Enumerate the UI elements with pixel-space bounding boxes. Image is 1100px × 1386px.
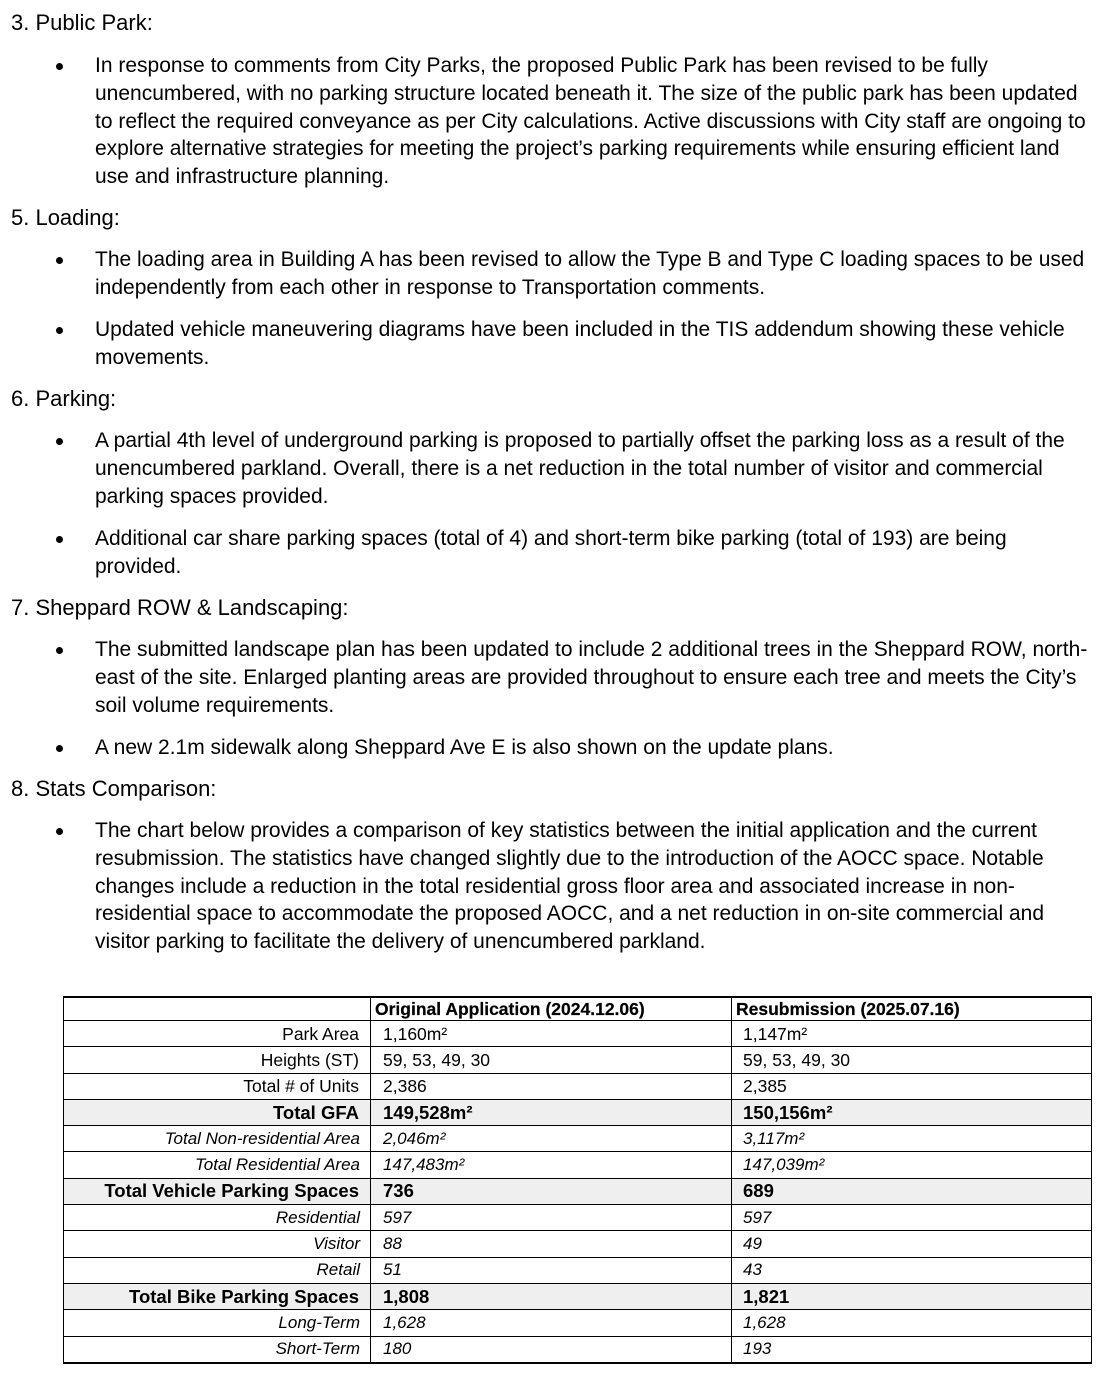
original-value: 2,046m² — [371, 1126, 732, 1152]
original-value: 597 — [371, 1205, 732, 1231]
heading-parking: 6. Parking: — [11, 386, 117, 411]
heading-public-park: 3. Public Park: — [11, 10, 153, 35]
row-short-term-bike — [64, 1336, 1092, 1363]
row-label: Total Vehicle Parking Spaces — [64, 1178, 371, 1204]
row-label: Visitor — [64, 1231, 371, 1257]
row-label: Long-Term — [64, 1310, 371, 1336]
table-header-row — [64, 997, 1092, 1021]
heading-sheppard-row: 7. Sheppard ROW & Landscaping: — [11, 595, 349, 620]
resubmission-value: 1,628 — [732, 1310, 1092, 1336]
resubmission-value: 1,821 — [732, 1283, 1092, 1309]
bullet-text: The loading area in Building A has been revised to allow the Type B and Type C loading spaces to be used independently from each other in response to Transportation comments. — [95, 248, 1085, 299]
resubmission-value: 689 — [732, 1178, 1092, 1204]
bullet-dot-icon — [56, 536, 63, 543]
bullet-text: A partial 4th level of underground parking is proposed to partially offset the parking loss as a result of the unencumbered parkland. Overall, there is a net reduction in the total number of visitor and commercial parking spaces provided. — [95, 429, 1065, 508]
bullet-dot-icon — [56, 438, 63, 445]
bullet-text: In response to comments from City Parks, the proposed Public Park has been revised to be fully unencumbered, with no parking structure located beneath it. The size of the public park has been updated to reflect the required conveyance as per City calculations. Active discussions with City staff are ongoing to explore alternative strategies for meeting the project’s parking requirements while ensuring efficient land use and infrastructure planning. — [95, 54, 1086, 189]
row-park-area — [64, 1021, 1092, 1047]
bullet-dot-icon — [56, 647, 63, 654]
resubmission-value: 1,147m² — [732, 1021, 1092, 1047]
original-value: 2,386 — [371, 1073, 732, 1099]
resubmission-value: 150,156m² — [732, 1099, 1092, 1125]
row-long-term-bike — [64, 1310, 1092, 1336]
bullet-dot-icon — [56, 257, 63, 264]
header-resubmission: Resubmission (2025.07.16) — [732, 997, 1092, 1021]
row-retail-parking — [64, 1257, 1092, 1283]
original-value: 736 — [371, 1178, 732, 1204]
resubmission-value: 49 — [732, 1231, 1092, 1257]
row-residential-parking — [64, 1205, 1092, 1231]
bullet-text: Updated vehicle maneuvering diagrams have been included in the TIS addendum showing these vehicle movements. — [95, 318, 1065, 369]
original-value: 1,160m² — [371, 1021, 732, 1047]
resubmission-value: 597 — [732, 1205, 1092, 1231]
bullet-dot-icon — [56, 327, 63, 334]
resubmission-value: 3,117m² — [732, 1126, 1092, 1152]
row-non-residential-area — [64, 1126, 1092, 1152]
row-heights — [64, 1047, 1092, 1073]
header-label-cell — [64, 997, 371, 1021]
original-value: 51 — [371, 1257, 732, 1283]
row-total-vehicle-parking — [64, 1178, 1092, 1204]
row-label: Residential — [64, 1205, 371, 1231]
row-total-units — [64, 1073, 1092, 1099]
bullet-dot-icon — [56, 745, 63, 752]
original-value: 88 — [371, 1231, 732, 1257]
resubmission-value: 59, 53, 49, 30 — [732, 1047, 1092, 1073]
stats-comparison-table — [63, 996, 1092, 1364]
row-total-bike-parking — [64, 1283, 1092, 1309]
row-total-gfa — [64, 1099, 1092, 1125]
row-label: Short-Term — [64, 1336, 371, 1363]
bullet-dot-icon — [56, 63, 63, 70]
resubmission-value: 193 — [732, 1336, 1092, 1363]
original-value: 1,808 — [371, 1283, 732, 1309]
row-label: Total Residential Area — [64, 1152, 371, 1178]
original-value: 149,528m² — [371, 1099, 732, 1125]
original-value: 59, 53, 49, 30 — [371, 1047, 732, 1073]
row-label: Heights (ST) — [64, 1047, 371, 1073]
row-visitor-parking — [64, 1231, 1092, 1257]
row-label: Park Area — [64, 1021, 371, 1047]
bullet-text: The chart below provides a comparison of key statistics between the initial application and the current resubmission. The statistics have changed slightly due to the introduction of the AOCC space. Notable changes include a reduction in the total residential gross floor area and associated increase in non-residential space to accommodate the proposed AOCC, and a net reduction in on-site commercial and visitor parking to facilitate the delivery of unencumbered parkland. — [95, 819, 1045, 954]
resubmission-value: 147,039m² — [732, 1152, 1092, 1178]
bullet-text: Additional car share parking spaces (total of 4) and short-term bike parking (total of 193) are being provided. — [95, 527, 1007, 578]
resubmission-value: 43 — [732, 1257, 1092, 1283]
row-label: Total Bike Parking Spaces — [64, 1283, 371, 1309]
heading-stats-comparison: 8. Stats Comparison: — [11, 776, 217, 801]
original-value: 147,483m² — [371, 1152, 732, 1178]
bullet-dot-icon — [56, 828, 63, 835]
original-value: 180 — [371, 1336, 732, 1363]
row-label: Total # of Units — [64, 1073, 371, 1099]
row-residential-area — [64, 1152, 1092, 1178]
heading-loading: 5. Loading: — [11, 205, 120, 230]
row-label: Total GFA — [64, 1099, 371, 1125]
resubmission-value: 2,385 — [732, 1073, 1092, 1099]
original-value: 1,628 — [371, 1310, 732, 1336]
row-label: Retail — [64, 1257, 371, 1283]
header-original-application: Original Application (2024.12.06) — [371, 997, 732, 1021]
bullet-text: A new 2.1m sidewalk along Sheppard Ave E is also shown on the update plans. — [95, 736, 834, 759]
row-label: Total Non-residential Area — [64, 1126, 371, 1152]
bullet-text: The submitted landscape plan has been updated to include 2 additional trees in the Sheppard ROW, north-east of the site. Enlarged planting areas are provided throughout to ensure each tree and meets the City’s soil volume requirements. — [95, 638, 1088, 717]
